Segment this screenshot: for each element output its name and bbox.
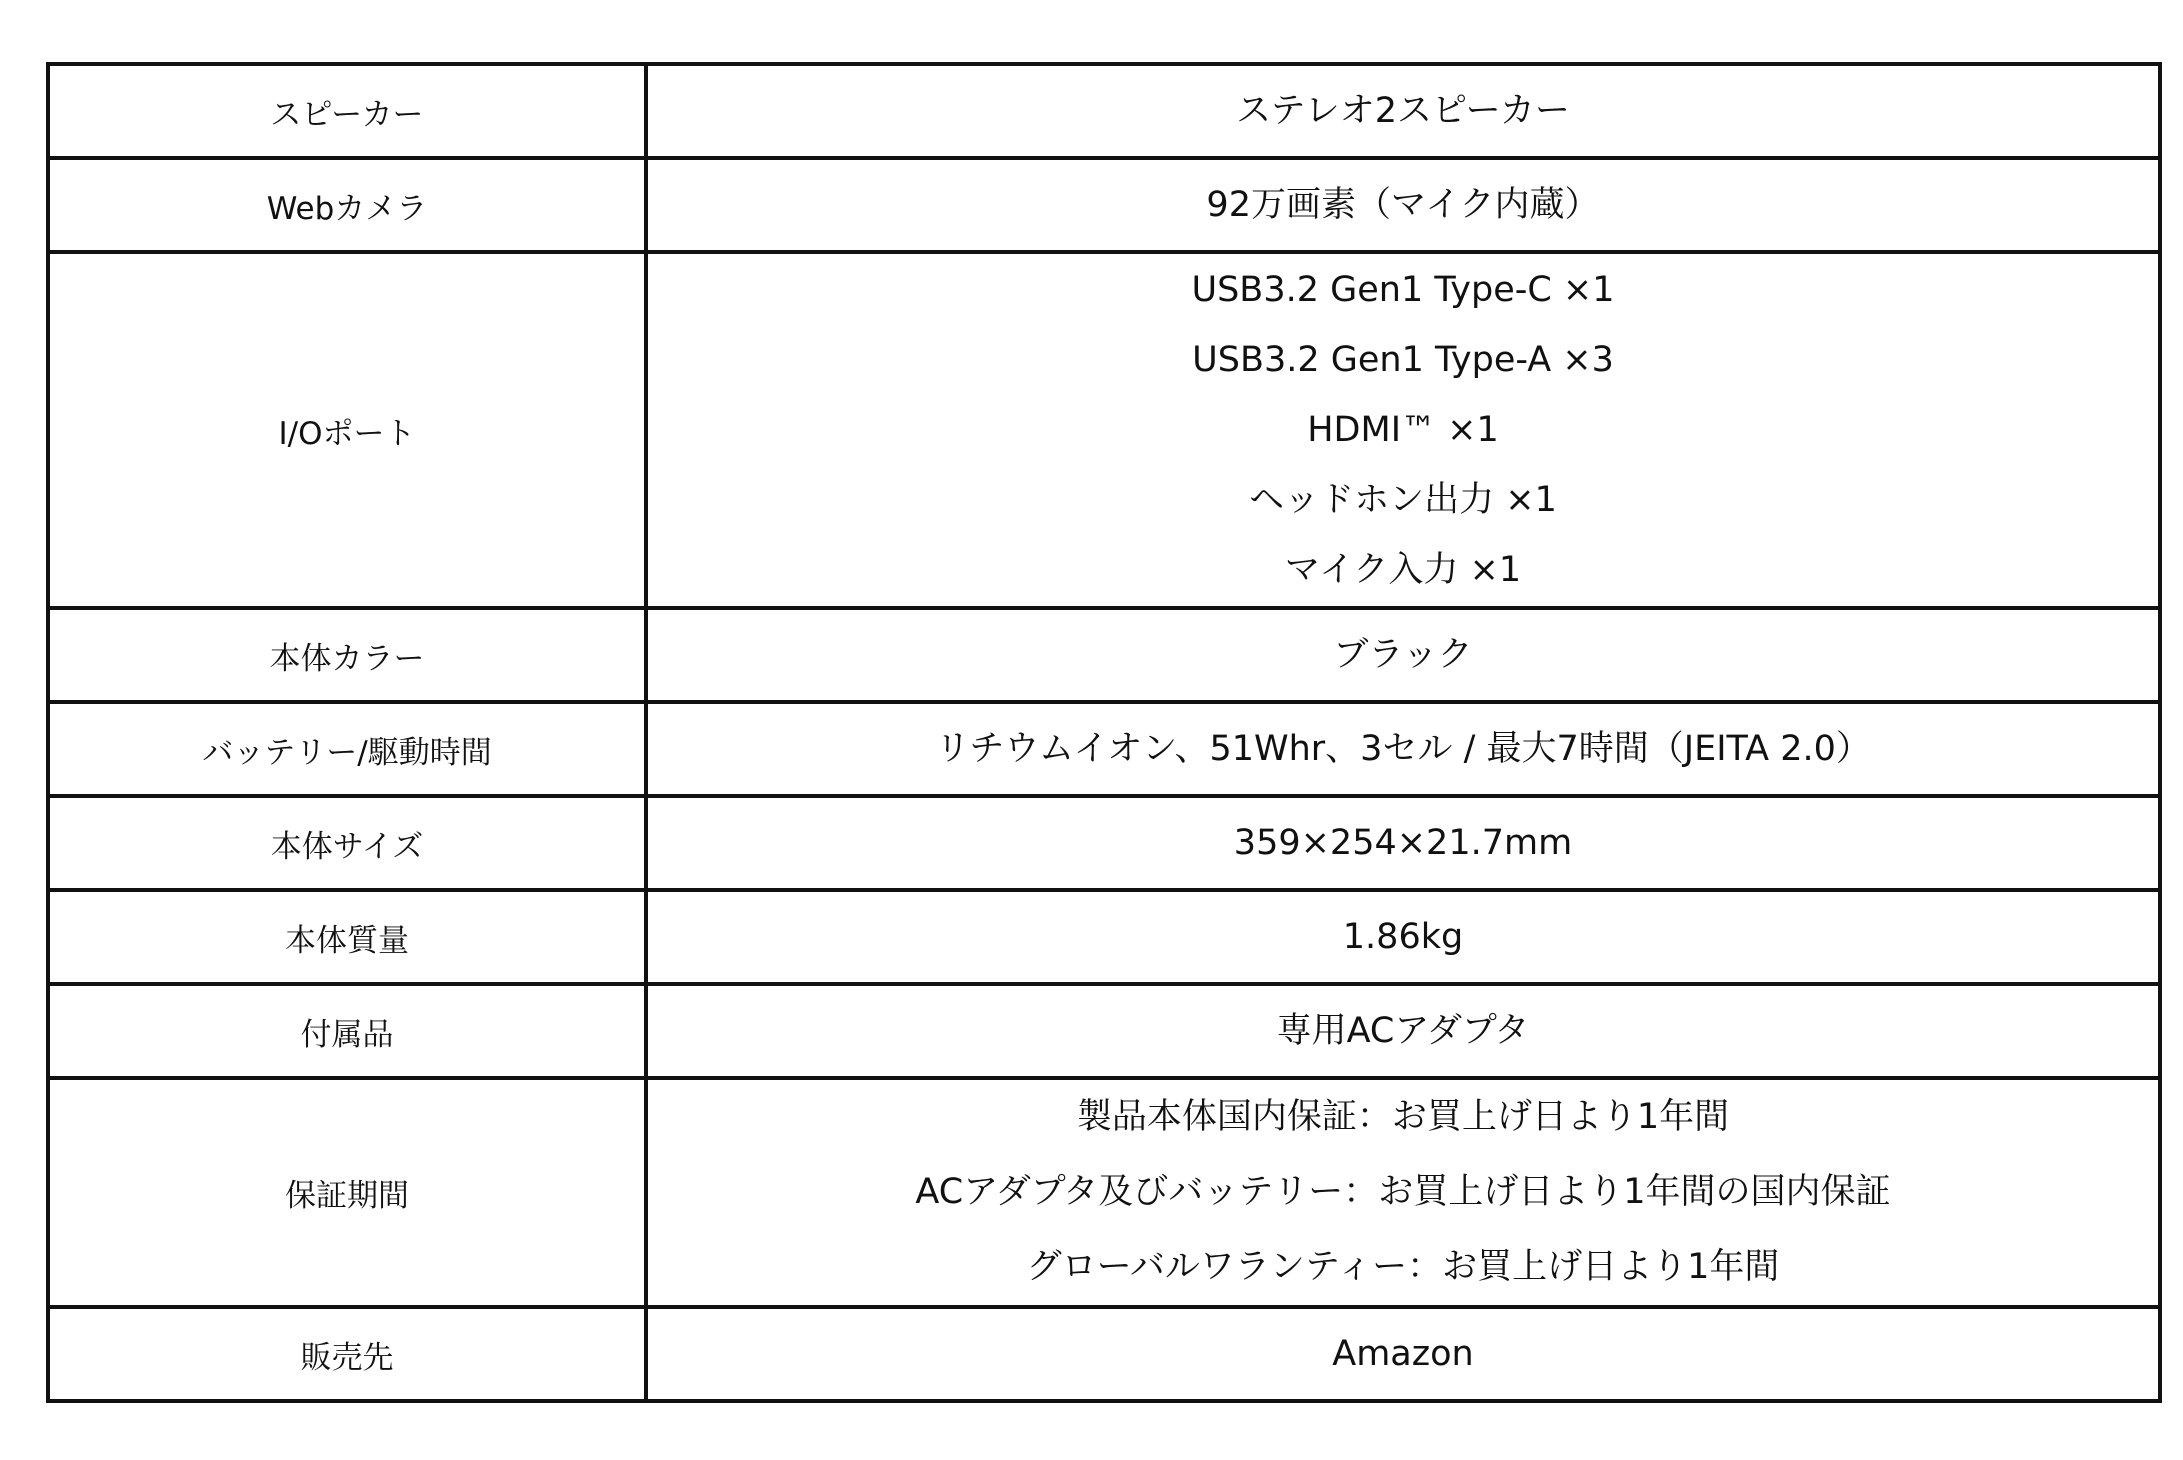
spec-value [646,1078,2160,1307]
spec-row-weight [48,890,2160,984]
spec-row-accessories [48,984,2160,1078]
spec-label: 本体カラー [48,608,646,702]
spec-value-line: Amazon [1332,1334,1474,1374]
spec-table [46,62,2162,1403]
spec-value-line: ヘッドホン出力 ×1 [1249,480,1557,520]
spec-value [646,252,2160,608]
spec-row-seller [48,1307,2160,1401]
spec-value-line: ブラック [1333,635,1473,675]
spec-row-color [48,608,2160,702]
spec-value [646,796,2160,890]
spec-label: バッテリー/駆動時間 [48,702,646,796]
spec-value-line: ACアダプタ及びバッテリー：お買上げ日より1年間の国内保証 [915,1172,1891,1212]
spec-label: I/Oポート [48,252,646,608]
spec-value [646,608,2160,702]
spec-label: 付属品 [48,984,646,1078]
spec-value [646,1307,2160,1401]
spec-value [646,158,2160,252]
spec-label: 保証期間 [48,1078,646,1307]
spec-value [646,64,2160,158]
spec-value-line: HDMI™ ×1 [1307,410,1499,450]
spec-row-size [48,796,2160,890]
spec-value-line: 専用ACアダプタ [1276,1011,1530,1051]
spec-label: スピーカー [48,64,646,158]
spec-row-io-ports [48,252,2160,608]
spec-label: Webカメラ [48,158,646,252]
spec-value-line: 92万画素（マイク内蔵） [1206,185,1600,225]
spec-value-line: グローバルワランティー：お買上げ日より1年間 [1026,1247,1780,1287]
spec-row-speaker [48,64,2160,158]
spec-value [646,702,2160,796]
spec-label: 販売先 [48,1307,646,1401]
spec-row-battery [48,702,2160,796]
spec-value-line: リチウムイオン、51Whr、3セル / 最大7時間（JEITA 2.0） [935,729,1871,769]
spec-value [646,890,2160,984]
spec-value-line: USB3.2 Gen1 Type-A ×3 [1192,340,1614,380]
spec-value-line: 製品本体国内保証：お買上げ日より1年間 [1076,1097,1730,1137]
spec-value-line: マイク入力 ×1 [1284,550,1522,590]
spec-label: 本体サイズ [48,796,646,890]
spec-value-line: USB3.2 Gen1 Type-C ×1 [1191,270,1615,310]
spec-value-line: 359×254×21.7mm [1233,823,1573,863]
spec-row-webcam [48,158,2160,252]
spec-row-warranty [48,1078,2160,1307]
spec-label: 本体質量 [48,890,646,984]
spec-value-line: 1.86kg [1342,917,1464,957]
spec-value [646,984,2160,1078]
spec-value-line: ステレオ2スピーカー [1236,91,1570,131]
